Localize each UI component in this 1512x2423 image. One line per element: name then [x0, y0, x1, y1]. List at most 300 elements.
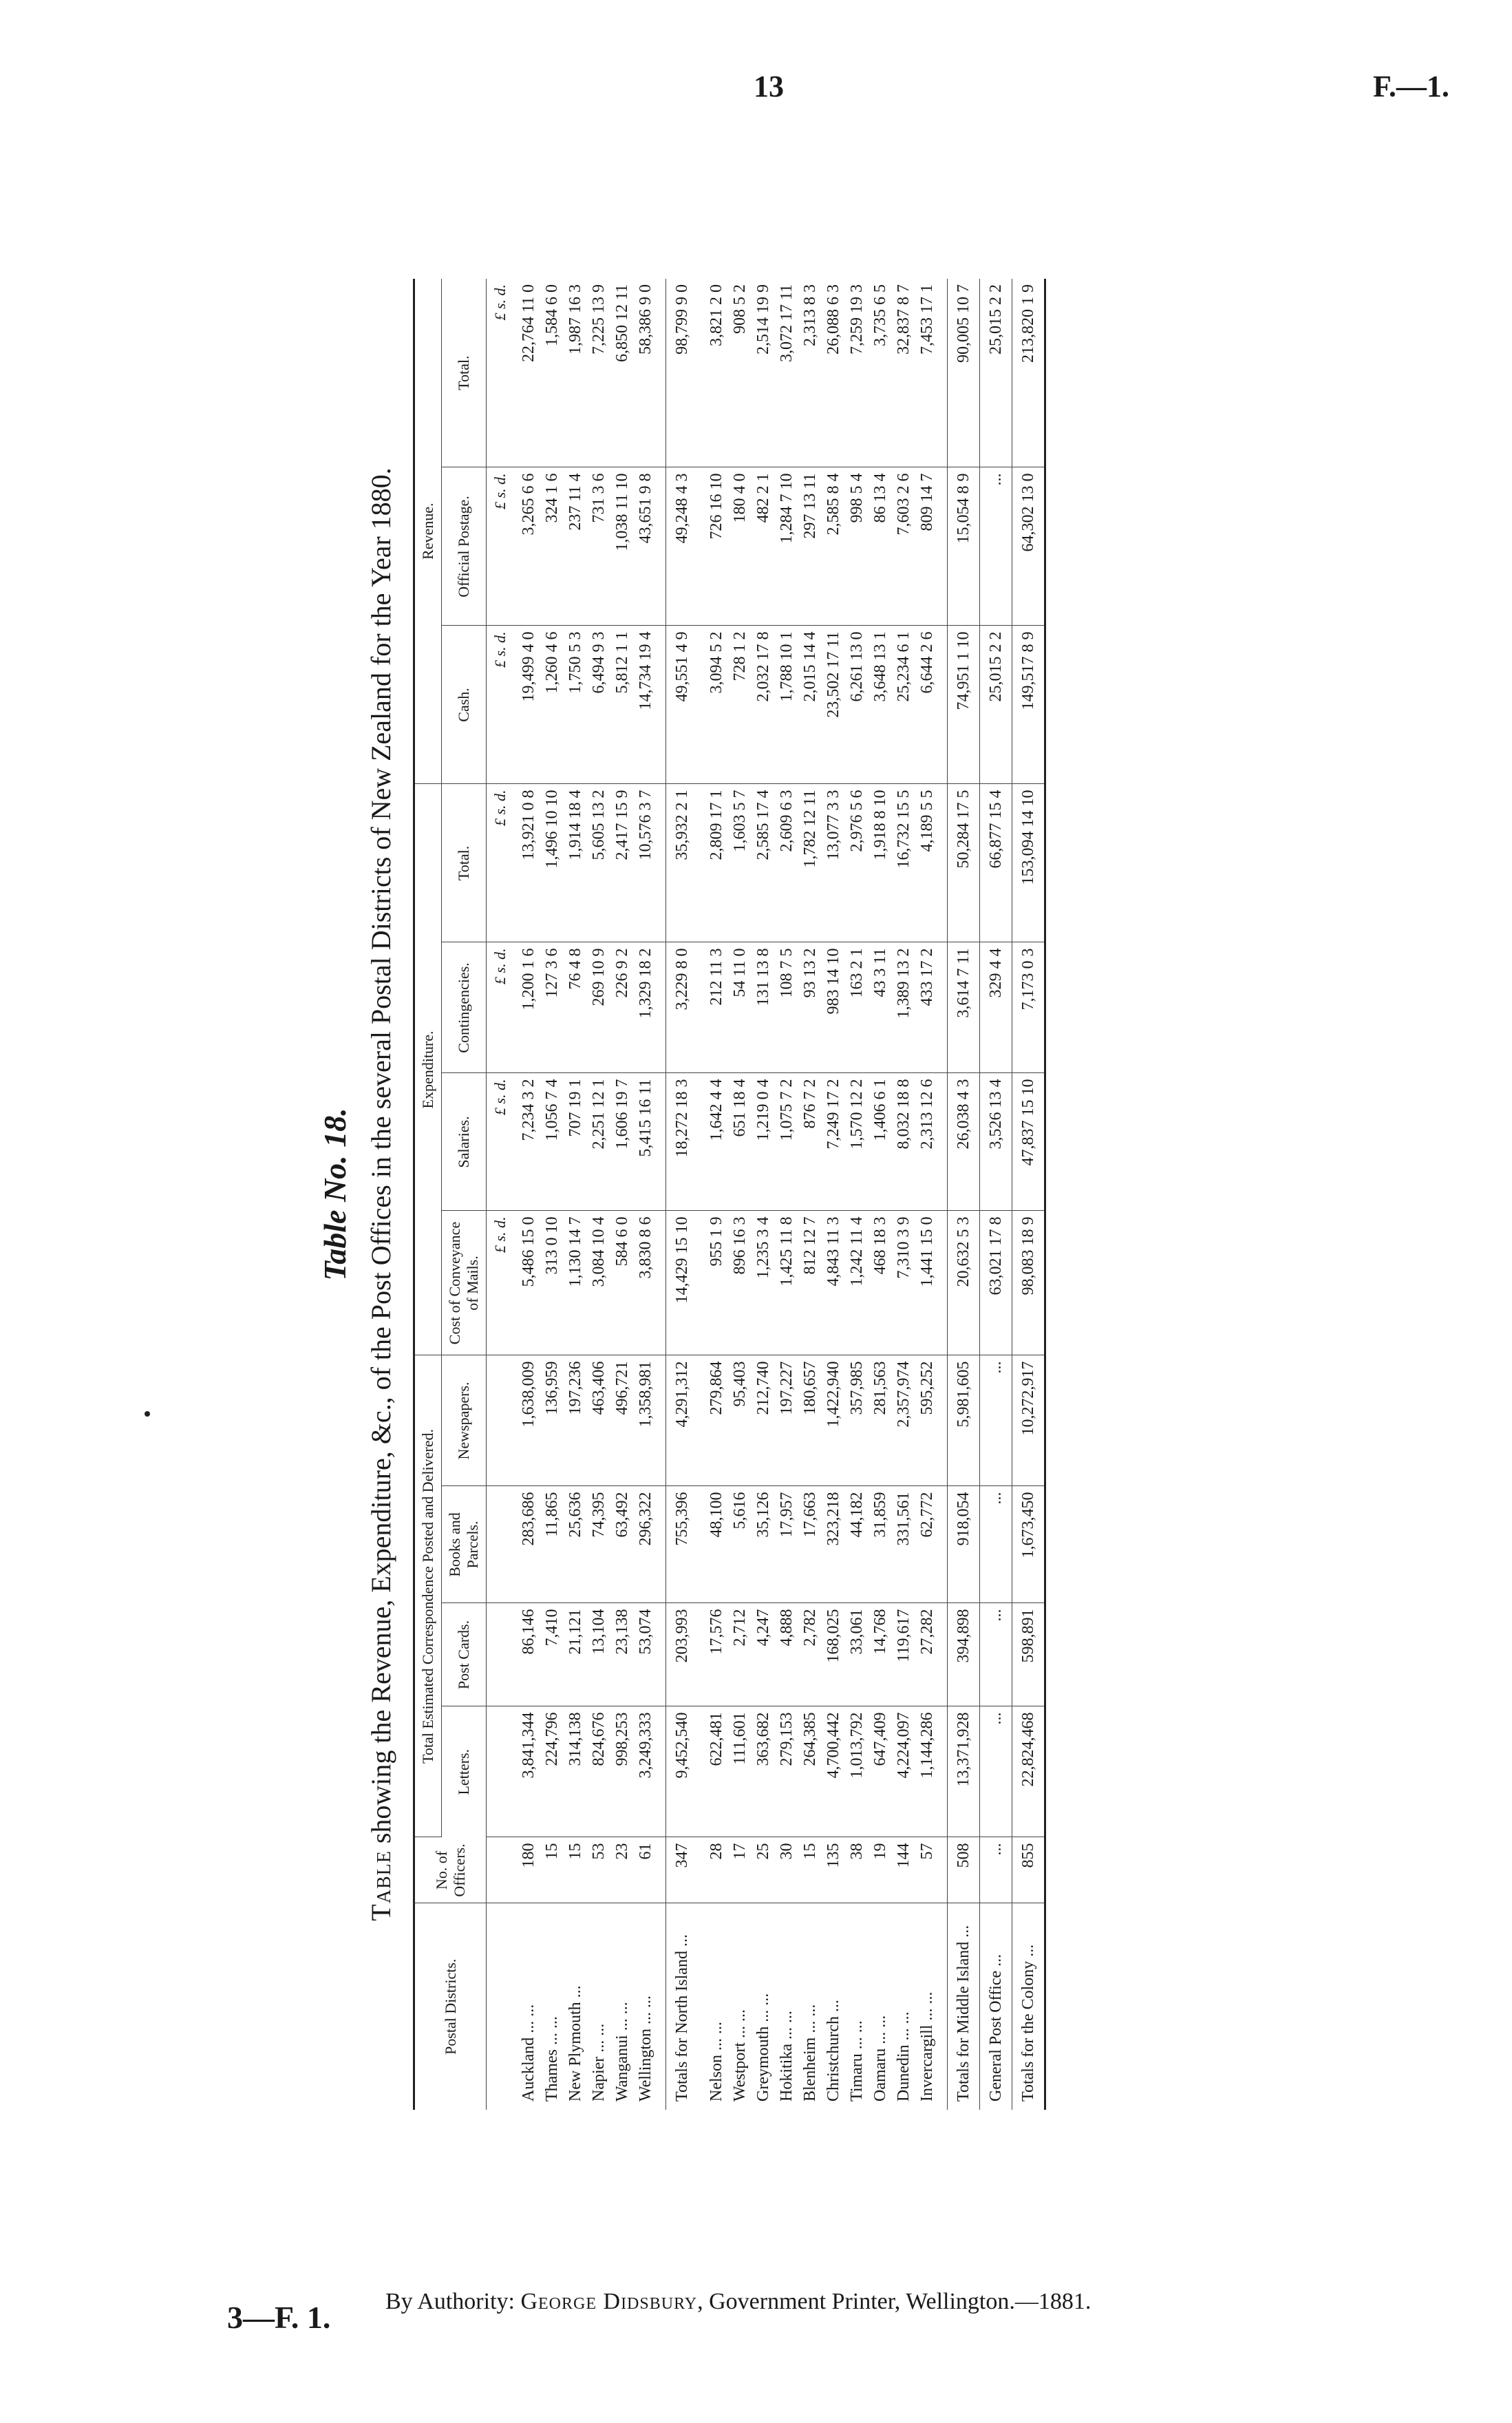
cell-cash: 23,502 17 11	[822, 626, 845, 784]
footer-code: 3—F. 1.	[227, 2300, 331, 2335]
cell-rev-total: 7,225 13 9	[587, 279, 610, 467]
table-row	[634, 279, 666, 2110]
cell-name: Thames ... ...	[543, 2016, 561, 2102]
cell-rev-total: 6,850 12 11	[610, 279, 634, 467]
col-post-cards: Post Cards.	[442, 1603, 487, 1706]
units-conveyance: £ s. d.	[487, 1211, 511, 1355]
cell-official: 482 2 1	[752, 467, 775, 626]
units-contingencies: £ s. d.	[487, 942, 511, 1073]
cell-books: 63,492	[610, 1486, 634, 1603]
cell-newspapers: 197,227	[775, 1355, 798, 1486]
cell-exp-total: 13,921 0 8	[510, 784, 540, 942]
cell-officers: 17	[728, 1837, 752, 1903]
cell-cash: 2,015 14 4	[798, 626, 822, 784]
table-row	[775, 279, 798, 2110]
cell-books: 48,100	[698, 1486, 728, 1603]
cell-letters: 4,224,097	[892, 1706, 915, 1837]
cell-books: 283,686	[510, 1486, 540, 1603]
cell-official: 86 13 4	[869, 467, 892, 626]
cell-books: 5,616	[728, 1486, 752, 1603]
cell-contingencies: 43 3 11	[869, 942, 892, 1073]
cell-exp-total: 13,077 3 3	[822, 784, 845, 942]
cell-official: 64,302 13 0	[1012, 467, 1045, 626]
cell-conveyance: 7,310 3 9	[892, 1211, 915, 1355]
cell-cash: 728 1 2	[728, 626, 752, 784]
cell-cash: 1,788 10 1	[775, 626, 798, 784]
cell-officers: 144	[892, 1837, 915, 1903]
table-row	[845, 279, 869, 2110]
cell-books: 17,663	[798, 1486, 822, 1603]
cell-officers: 57	[915, 1837, 948, 1903]
table-row	[587, 279, 610, 2110]
cell-letters: 622,481	[698, 1706, 728, 1837]
cell-name: Nelson ... ...	[707, 2022, 725, 2102]
cell-salaries: 1,056 7 4	[540, 1073, 564, 1211]
cell-conveyance: 1,130 14 7	[564, 1211, 587, 1355]
cell-rev-total: 58,386 9 0	[634, 279, 666, 467]
totals-row	[666, 279, 699, 2110]
table-row	[728, 279, 752, 2110]
cell-exp-total: 2,609 6 3	[775, 784, 798, 942]
cell-post-cards: 13,104	[587, 1603, 610, 1706]
cell-books: 35,126	[752, 1486, 775, 1603]
cell-letters: 363,682	[752, 1706, 775, 1837]
cell-cash: 19,499 4 0	[510, 626, 540, 784]
cell-contingencies: 329 4 4	[980, 942, 1012, 1073]
cell-conveyance: 896 16 3	[728, 1211, 752, 1355]
cell-exp-total: 2,976 5 6	[845, 784, 869, 942]
cell-newspapers: 463,406	[587, 1355, 610, 1486]
cell-post-cards: 4,247	[752, 1603, 775, 1706]
col-group-revenue: Revenue.	[414, 279, 442, 784]
cell-post-cards: 21,121	[564, 1603, 587, 1706]
col-postal-districts: Postal Districts.	[414, 1903, 487, 2110]
cell-contingencies: 127 3 6	[540, 942, 564, 1073]
cell-exp-total: 2,417 15 9	[610, 784, 634, 942]
cell-letters: 314,138	[564, 1706, 587, 1837]
cell-salaries: 707 19 1	[564, 1073, 587, 1211]
cell-salaries: 7,234 3 2	[510, 1073, 540, 1211]
cell-newspapers: 136,959	[540, 1355, 564, 1486]
cell-official: 998 5 4	[845, 467, 869, 626]
cell-exp-total: 1,782 12 11	[798, 784, 822, 942]
cell-rev-total: 213,820 1 9	[1012, 279, 1045, 467]
cell-cash: 74,951 1 10	[948, 626, 980, 784]
cell-name: New Plymouth ...	[566, 1985, 584, 2102]
cell-newspapers: 5,981,605	[948, 1355, 980, 1486]
cell-salaries: 1,219 0 4	[752, 1073, 775, 1211]
cell-conveyance: 98,083 18 9	[1012, 1211, 1045, 1355]
cell-letters: 264,385	[798, 1706, 822, 1837]
cell-contingencies: 76 4 8	[564, 942, 587, 1073]
cell-letters: 647,409	[869, 1706, 892, 1837]
cell-officers: 15	[564, 1837, 587, 1903]
cell-official: 15,054 8 9	[948, 467, 980, 626]
cell-post-cards: 168,025	[822, 1603, 845, 1706]
imprint-prefix: By Authority:	[385, 2289, 515, 2314]
cell-official: 7,603 2 6	[892, 467, 915, 626]
cell-name: Invercargill ... ...	[918, 1991, 936, 2102]
cell-newspapers: 357,985	[845, 1355, 869, 1486]
cell-exp-total: 153,094 14 10	[1012, 784, 1045, 942]
cell-newspapers: 1,638,009	[510, 1355, 540, 1486]
cell-official: 726 16 10	[698, 467, 728, 626]
table-row	[892, 279, 915, 2110]
cell-name: Napier ... ...	[590, 2023, 608, 2102]
cell-officers: 135	[822, 1837, 845, 1903]
cell-name: Wanganui ... ...	[613, 2002, 631, 2102]
cell-officers: 15	[540, 1837, 564, 1903]
cell-conveyance: 3,830 8 6	[634, 1211, 666, 1355]
cell-salaries: 47,837 15 10	[1012, 1073, 1045, 1211]
cell-official: 297 13 11	[798, 467, 822, 626]
cell-rev-total: 7,259 19 3	[845, 279, 869, 467]
cell-letters: 1,144,286	[915, 1706, 948, 1837]
cell-post-cards: 4,888	[775, 1603, 798, 1706]
cell-conveyance: 14,429 15 10	[666, 1211, 699, 1355]
cell-officers: 28	[698, 1837, 728, 1903]
cell-conveyance: 1,242 11 4	[845, 1211, 869, 1355]
cell-officers: 855	[1012, 1837, 1045, 1903]
cell-rev-total: 26,088 6 3	[822, 279, 845, 467]
cell-name: Wellington ... ...	[637, 1995, 654, 2102]
cell-conveyance: 5,486 15 0	[510, 1211, 540, 1355]
cell-books: 17,957	[775, 1486, 798, 1603]
cell-cash: 6,644 2 6	[915, 626, 948, 784]
cell-official: 2,585 8 4	[822, 467, 845, 626]
units-official-postage: £ s. d.	[487, 467, 511, 626]
cell-salaries: 18,272 18 3	[666, 1073, 699, 1211]
cell-name: Auckland ... ...	[520, 2004, 537, 2102]
cell-contingencies: 1,200 1 6	[510, 942, 540, 1073]
postal-statistics-table	[413, 279, 1046, 2110]
cell-officers: 180	[510, 1837, 540, 1903]
cell-rev-total: 1,584 6 0	[540, 279, 564, 467]
cell-letters: ...	[980, 1706, 1012, 1837]
cell-newspapers: 279,864	[698, 1355, 728, 1486]
cell-conveyance: 3,084 10 4	[587, 1211, 610, 1355]
cell-exp-total: 1,914 18 4	[564, 784, 587, 942]
table-row	[698, 279, 728, 2110]
cell-letters: 3,841,344	[510, 1706, 540, 1837]
cell-salaries: 1,570 12 2	[845, 1073, 869, 1211]
cell-rev-total: 908 5 2	[728, 279, 752, 467]
cell-officers: 61	[634, 1837, 666, 1903]
cell-letters: 279,153	[775, 1706, 798, 1837]
col-contingencies: Contingencies.	[442, 942, 487, 1073]
cell-rev-total: 1,987 16 3	[564, 279, 587, 467]
cell-rev-total: 2,313 8 3	[798, 279, 822, 467]
cell-newspapers: 496,721	[610, 1355, 634, 1486]
cell-exp-total: 2,585 17 4	[752, 784, 775, 942]
header-row-groups	[414, 279, 442, 2110]
cell-books: 44,182	[845, 1486, 869, 1603]
cell-contingencies: 108 7 5	[775, 942, 798, 1073]
col-expenditure-total: Total.	[442, 784, 487, 942]
cell-cash: 49,551 4 9	[666, 626, 699, 784]
cell-post-cards: 27,282	[915, 1603, 948, 1706]
cell-newspapers: 95,403	[728, 1355, 752, 1486]
cell-letters: 1,013,792	[845, 1706, 869, 1837]
table-row	[915, 279, 948, 2110]
col-officers: No. of Officers.	[414, 1837, 487, 1903]
cell-name: Totals for Middle Island ...	[948, 1903, 980, 2110]
cell-newspapers: 595,252	[915, 1355, 948, 1486]
cell-contingencies: 212 11 3	[698, 942, 728, 1073]
cell-salaries: 3,526 13 4	[980, 1073, 1012, 1211]
cell-books: 25,636	[564, 1486, 587, 1603]
cell-post-cards: 23,138	[610, 1603, 634, 1706]
table-row	[752, 279, 775, 2110]
cell-cash: 3,094 5 2	[698, 626, 728, 784]
cell-exp-total: 35,932 2 1	[666, 784, 699, 942]
cell-newspapers: ...	[980, 1355, 1012, 1486]
subtitle-text: showing the Revenue, Expenditure, &c., of the Post Offices in the several Postal Districts of New Zealand for the Year 1880.	[365, 467, 396, 1844]
cell-official: 809 14 7	[915, 467, 948, 626]
cell-rev-total: 32,837 8 7	[892, 279, 915, 467]
cell-post-cards: 598,891	[1012, 1603, 1045, 1706]
cell-exp-total: 4,189 5 5	[915, 784, 948, 942]
table-row	[822, 279, 845, 2110]
cell-salaries: 2,251 12 1	[587, 1073, 610, 1211]
cell-books: 331,561	[892, 1486, 915, 1603]
table-row	[798, 279, 822, 2110]
cell-newspapers: 212,740	[752, 1355, 775, 1486]
cell-officers: 38	[845, 1837, 869, 1903]
cell-books: 755,396	[666, 1486, 699, 1603]
cell-name: Oamaru ... ...	[871, 2015, 889, 2102]
cell-salaries: 876 7 2	[798, 1073, 822, 1211]
cell-contingencies: 226 9 2	[610, 942, 634, 1073]
cell-exp-total: 5,605 13 2	[587, 784, 610, 942]
totals-row	[980, 279, 1012, 2110]
table-row	[564, 279, 587, 2110]
cell-rev-total: 3,072 17 11	[775, 279, 798, 467]
units-salaries: £ s. d.	[487, 1073, 511, 1211]
cell-cash: 1,750 5 3	[564, 626, 587, 784]
table-row	[869, 279, 892, 2110]
col-revenue-total: Total.	[442, 279, 487, 467]
cell-cash: 25,015 2 2	[980, 626, 1012, 784]
cell-post-cards: 7,410	[540, 1603, 564, 1706]
cell-name: Hokitika ... ...	[778, 2011, 796, 2102]
imprint-printer-name: George Didsbury	[520, 2289, 698, 2314]
cell-name: Dunedin ... ...	[895, 2011, 913, 2102]
imprint-suffix: , Government Printer, Wellington.—1881.	[697, 2289, 1092, 2314]
cell-rev-total: 2,514 19 9	[752, 279, 775, 467]
cell-official: 731 3 6	[587, 467, 610, 626]
cell-name: Totals for the Colony ...	[1012, 1903, 1045, 2110]
cell-exp-total: 16,732 15 5	[892, 784, 915, 942]
col-newspapers: Newspapers.	[442, 1355, 487, 1486]
cell-name: Westport ... ...	[731, 2009, 749, 2102]
cell-name: Christchurch ...	[824, 2000, 842, 2102]
cell-conveyance: 4,843 11 3	[822, 1211, 845, 1355]
cell-conveyance: 1,425 11 8	[775, 1211, 798, 1355]
cell-books: 323,218	[822, 1486, 845, 1603]
cell-exp-total: 10,576 3 7	[634, 784, 666, 942]
cell-letters: 998,253	[610, 1706, 634, 1837]
cell-officers: 508	[948, 1837, 980, 1903]
cell-contingencies: 433 17 2	[915, 942, 948, 1073]
cell-post-cards: 33,061	[845, 1603, 869, 1706]
cell-official: 3,265 6 6	[510, 467, 540, 626]
cell-books: 62,772	[915, 1486, 948, 1603]
cell-post-cards: 2,782	[798, 1603, 822, 1706]
cell-newspapers: 180,657	[798, 1355, 822, 1486]
cell-post-cards: 86,146	[510, 1603, 540, 1706]
cell-letters: 22,824,468	[1012, 1706, 1045, 1837]
cell-official: 43,651 9 8	[634, 467, 666, 626]
cell-name: Greymouth ... ...	[754, 1993, 772, 2102]
subtitle-lead-word: Table	[365, 1850, 396, 1921]
cell-officers: 19	[869, 1837, 892, 1903]
cell-post-cards: 14,768	[869, 1603, 892, 1706]
cell-salaries: 1,642 4 4	[698, 1073, 728, 1211]
cell-books: 918,054	[948, 1486, 980, 1603]
cell-exp-total: 1,603 5 7	[728, 784, 752, 942]
rotated-table-frame	[303, 265, 1197, 2124]
cell-salaries: 1,606 19 7	[610, 1073, 634, 1211]
cell-rev-total: 3,821 2 0	[698, 279, 728, 467]
cell-rev-total: 7,453 17 1	[915, 279, 948, 467]
cell-cash: 2,032 17 8	[752, 626, 775, 784]
cell-conveyance: 468 18 3	[869, 1211, 892, 1355]
cell-conveyance: 1,441 15 0	[915, 1211, 948, 1355]
cell-post-cards: 119,617	[892, 1603, 915, 1706]
cell-cash: 14,734 19 4	[634, 626, 666, 784]
cell-official: 49,248 4 3	[666, 467, 699, 626]
cell-contingencies: 1,389 13 2	[892, 942, 915, 1073]
cell-conveyance: 313 0 10	[540, 1211, 564, 1355]
cell-contingencies: 1,329 18 2	[634, 942, 666, 1073]
cell-salaries: 651 18 4	[728, 1073, 752, 1211]
cell-post-cards: 53,074	[634, 1603, 666, 1706]
cell-name: Timaru ... ...	[848, 2020, 866, 2102]
totals-row	[948, 279, 980, 2110]
cell-officers: ...	[980, 1837, 1012, 1903]
col-books-parcels: Books and Parcels.	[442, 1486, 487, 1603]
cell-exp-total: 2,809 17 1	[698, 784, 728, 942]
units-revenue-total: £ s. d.	[487, 279, 511, 467]
cell-cash: 1,260 4 6	[540, 626, 564, 784]
cell-salaries: 1,406 6 1	[869, 1073, 892, 1211]
cell-cash: 25,234 6 1	[892, 626, 915, 784]
cell-officers: 347	[666, 1837, 699, 1903]
cell-name: General Post Office ...	[980, 1903, 1012, 2110]
cell-post-cards: 2,712	[728, 1603, 752, 1706]
cell-post-cards: 394,898	[948, 1603, 980, 1706]
cell-books: ...	[980, 1486, 1012, 1603]
cell-letters: 3,249,333	[634, 1706, 666, 1837]
cell-exp-total: 1,496 10 10	[540, 784, 564, 942]
cell-salaries: 2,313 12 6	[915, 1073, 948, 1211]
cell-books: 31,859	[869, 1486, 892, 1603]
table-row	[610, 279, 634, 2110]
col-salaries: Salaries.	[442, 1073, 487, 1211]
cell-salaries: 5,415 16 11	[634, 1073, 666, 1211]
cell-official: 324 1 6	[540, 467, 564, 626]
table-subtitle	[365, 265, 397, 2124]
cell-exp-total: 66,877 15 4	[980, 784, 1012, 942]
cell-newspapers: 197,236	[564, 1355, 587, 1486]
cell-contingencies: 269 10 9	[587, 942, 610, 1073]
document-code: F.—1.	[1373, 70, 1449, 103]
cell-newspapers: 1,422,940	[822, 1355, 845, 1486]
cell-official: 180 4 0	[728, 467, 752, 626]
table-row	[540, 279, 564, 2110]
cell-contingencies: 3,614 7 11	[948, 942, 980, 1073]
header-row-columns	[442, 279, 487, 2110]
cell-salaries: 1,075 7 2	[775, 1073, 798, 1211]
printer-imprint	[385, 2289, 1091, 2315]
cell-books: 1,673,450	[1012, 1486, 1045, 1603]
col-official-postage: Official Postage.	[442, 467, 487, 626]
cell-rev-total: 3,735 6 5	[869, 279, 892, 467]
cell-cash: 6,494 9 3	[587, 626, 610, 784]
cell-official: ...	[980, 467, 1012, 626]
col-conveyance: Cost of Conveyance of Mails.	[442, 1211, 487, 1355]
table-title: Table No. 18.	[317, 1108, 352, 1281]
cell-conveyance: 20,632 5 3	[948, 1211, 980, 1355]
units-cash: £ s. d.	[487, 626, 511, 784]
cell-newspapers: 281,563	[869, 1355, 892, 1486]
col-cash: Cash.	[442, 626, 487, 784]
cell-post-cards: 203,993	[666, 1603, 699, 1706]
cell-contingencies: 131 13 8	[752, 942, 775, 1073]
cell-contingencies: 3,229 8 0	[666, 942, 699, 1073]
cell-official: 237 11 4	[564, 467, 587, 626]
cell-cash: 149,517 8 9	[1012, 626, 1045, 784]
cell-officers: 25	[752, 1837, 775, 1903]
cell-contingencies: 54 11 0	[728, 942, 752, 1073]
table-body	[487, 279, 1045, 2110]
units-expenditure-total: £ s. d.	[487, 784, 511, 942]
cell-exp-total: 50,284 17 5	[948, 784, 980, 942]
cell-letters: 824,676	[587, 1706, 610, 1837]
cell-rev-total: 25,015 2 2	[980, 279, 1012, 467]
cell-conveyance: 63,021 17 8	[980, 1211, 1012, 1355]
cell-conveyance: 584 6 0	[610, 1211, 634, 1355]
cell-salaries: 8,032 18 8	[892, 1073, 915, 1211]
cell-conveyance: 955 1 9	[698, 1211, 728, 1355]
cell-letters: 9,452,540	[666, 1706, 699, 1837]
cell-newspapers: 10,272,917	[1012, 1355, 1045, 1486]
cell-exp-total: 1,918 8 10	[869, 784, 892, 942]
cell-contingencies: 983 14 10	[822, 942, 845, 1073]
cell-cash: 5,812 1 1	[610, 626, 634, 784]
cell-books: 296,322	[634, 1486, 666, 1603]
cell-rev-total: 22,764 11 0	[510, 279, 540, 467]
cell-books: 74,395	[587, 1486, 610, 1603]
cell-letters: 224,796	[540, 1706, 564, 1837]
cell-newspapers: 1,358,981	[634, 1355, 666, 1486]
units-row	[487, 279, 511, 2110]
col-group-expenditure: Expenditure.	[414, 784, 442, 1355]
cell-salaries: 26,038 4 3	[948, 1073, 980, 1211]
page-number: 13	[754, 70, 784, 103]
cell-letters: 4,700,442	[822, 1706, 845, 1837]
bullet-mark	[145, 1411, 150, 1417]
cell-official: 1,284 7 10	[775, 467, 798, 626]
cell-newspapers: 2,357,974	[892, 1355, 915, 1486]
cell-conveyance: 1,235 3 4	[752, 1211, 775, 1355]
cell-post-cards: ...	[980, 1603, 1012, 1706]
cell-name: Totals for North Island ...	[666, 1903, 699, 2110]
col-letters: Letters.	[442, 1706, 487, 1837]
cell-salaries: 7,249 17 2	[822, 1073, 845, 1211]
table-row	[510, 279, 540, 2110]
